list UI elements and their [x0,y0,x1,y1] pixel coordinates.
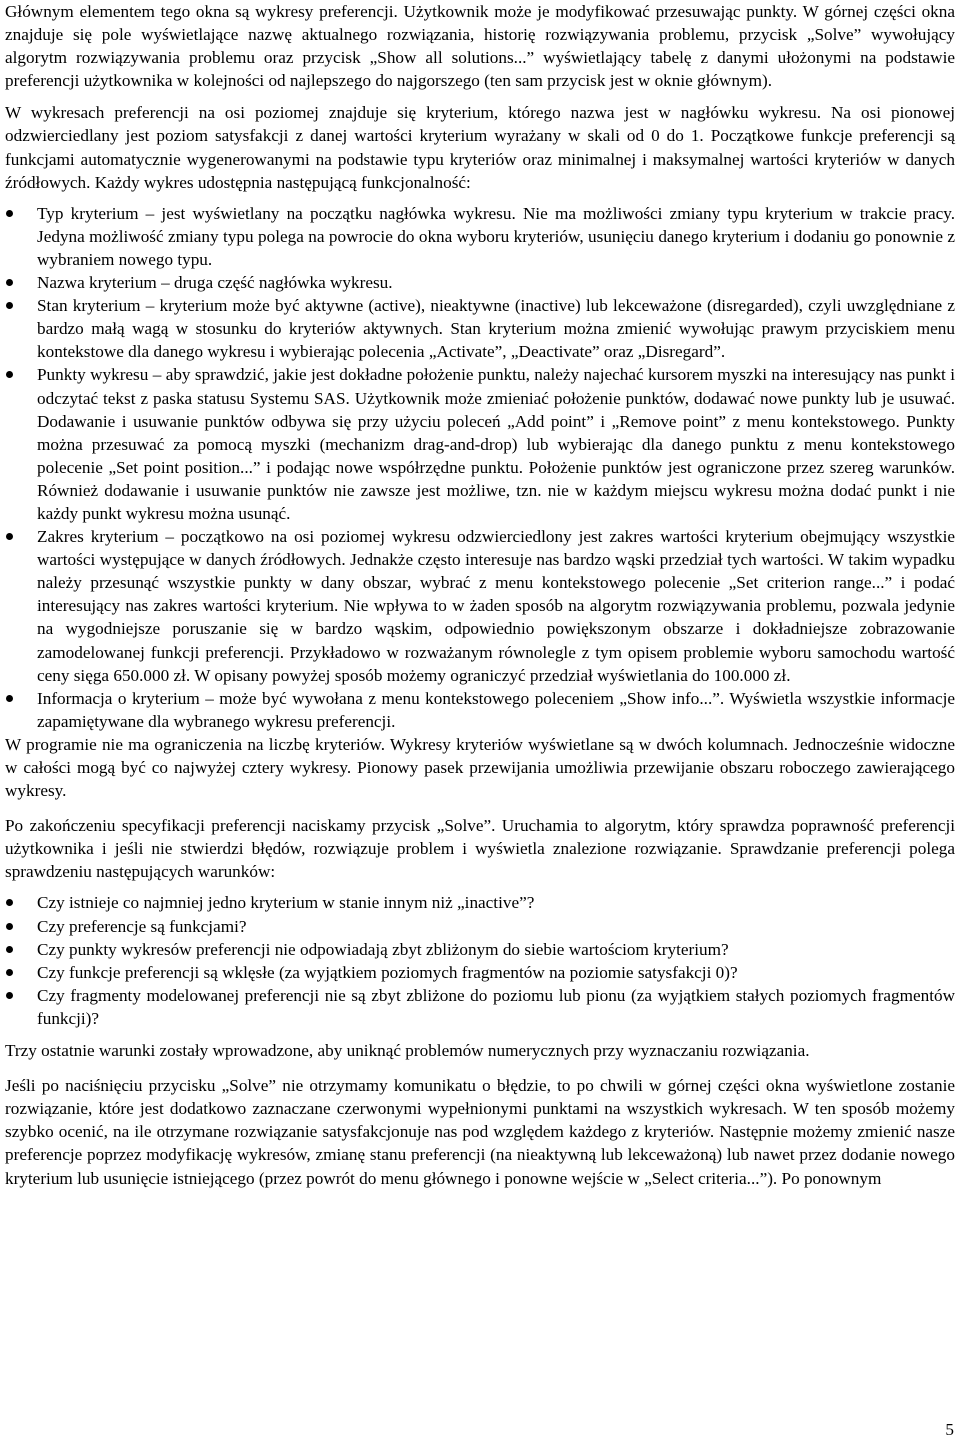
document-page [5,0,955,1190]
condition-item: Czy fragmenty modelowanej preferencji nie są zbyt zbliżone do poziomu lub pionu (za wyjątkiem stałych poziomych fragmentów funkcji)? [5,984,955,1030]
feature-item-criterion-name: Nazwa kryterium – druga część nagłówka wykresu. [5,271,955,294]
page-number: 5 [945,1420,954,1439]
condition-item: Czy punkty wykresów preferencji nie odpowiadają zbyt zbliżonym do siebie wartościom kryterium? [5,938,955,961]
feature-item-criterion-state: Stan kryterium – kryterium może być aktywne (active), nieaktywne (inactive) lub lekceważone (disregarded), czyli uwzględniane z bardzo małą wagą w stosunku do kryteriów aktywnych. Stan kryterium można zmienić wywołując prawym przyciskiem menu kontekstowe dla danego wykresu i wybierając polecenia „Activate”, „Deactivate” oraz „Disregard”. [5,294,955,363]
condition-item: Czy preferencje są funkcjami? [5,915,955,938]
condition-item: Czy istnieje co najmniej jedno kryterium w stanie innym niż „inactive”? [5,891,955,914]
feature-list [5,202,955,733]
condition-list [5,891,955,1030]
paragraph-solve: Po zakończeniu specyfikacji preferencji naciskamy przycisk „Solve”. Uruchamia to algorytm, który sprawdza poprawność preferencji użytkownika i jeśli nie stwierdzi błędów, rozwiązuje problem i wyświetla znalezione rozwiązanie. Sprawdzanie preferencji polega sprawdzeniu następujących warunków: [5,816,955,882]
paragraph-intro: Głównym elementem tego okna są wykresy preferencji. Użytkownik może je modyfikować przesuwając punkty. W górnej części okna znajduje się pole wyświetlające nazwę aktualnego rozwiązania, historię rozwiązywania problemu, przycisk „Solve” wywołujący algorytm rozwiązywania problemu oraz przycisk „Show all solutions...” wyświetlający tabelę z danymi ułożonymi na podstawie preferencji użytkownika w kolejności od najlepszego do najgorszego (ten sam przycisk jest w oknie głównym). [5,2,955,91]
feature-item-chart-points: Punkty wykresu – aby sprawdzić, jakie jest dokładne położenie punktu, należy najechać kursorem myszki na interesujący nas punkt i odczytać tekst z paska statusu Systemu SAS. Użytkownik może zmieniać położenie punktów, dodawać nowe punkty lub je usuwać. Dodawanie i usuwanie punktów odbywa się przy użyciu poleceń „Add point” i „Remove point” z menu kontekstowego. Punkty można przesuwać za pomocą myszki (mechanizm drag-and-drop) lub wybierając dla danego punktu z menu kontekstowego polecenie „Set point position...” i podając nowe współrzędne punktu. Położenie punktów jest ograniczone przez szereg warunków. Również dodawanie i usuwanie punktów nie zawsze jest możliwe, tzn. nie w każdym miejscu wykresu można dodać punkt i nie każdy punkt wykresu można usunąć. [5,363,955,525]
feature-item-criterion-range: Zakres kryterium – początkowo na osi poziomej wykresu odzwierciedlony jest zakres wartości kryterium obejmujący wszystkie wartości występujące w danych źródłowych. Jednakże często interesuje nas bardzo wąski przedział tych wartości. W takim wypadku należy przesunąć wszystkie punkty w dany obszar, wybrać z menu kontekstowego polecenie „Set criterion range...” i podać interesujący nas zakres wartości kryterium. Nie wpływa to w żaden sposób na algorytm rozwiązywania problemu, pozwala jedynie na wygodniejsze poruszanie się w bardzo wąskim, odpowiednio powiększonym obszarze i dokładniejsze zobrazowanie zamodelowanej funkcji preferencji. Przykładowo w rozważanym równolegle z tym opisem problemie wyboru samochodu wartość ceny sięga 650.000 zł. W opisany powyżej sposób możemy ograniczyć przedział wyświetlania do 100.000 zł. [5,525,955,687]
feature-item-criterion-type: Typ kryterium – jest wyświetlany na początku nagłówka wykresu. Nie ma możliwości zmiany typu kryterium w trakcie pracy. Jedyna możliwość zmiany typu polega na powrocie do okna wyboru kryteriów, usunięciu danego kryterium i dodaniu go ponownie z wybraniem nowego typu. [5,202,955,271]
condition-item: Czy funkcje preferencji są wklęsłe (za wyjątkiem poziomych fragmentów na poziomie satysfakcji 0)? [5,961,955,984]
feature-item-criterion-info: Informacja o kryterium – może być wywołana z menu kontekstowego poleceniem „Show info...”. Wyświetla wszystkie informacje zapamiętywane dla wybranego wykresu preferencji. [5,687,955,733]
paragraph-charts-axes: W wykresach preferencji na osi poziomej znajduje się kryterium, którego nazwa jest w nagłówku wykresu. Na osi pionowej odzwierciedlany jest poziom satysfakcji z danej wartości kryterium wyrażany w skali od 0 do 1. Początkowe funkcje preferencji są funkcjami automatycznie wygenerowanymi na podstawie typu kryteriów oraz minimalnej i maksymalnej wartości kryteriów w danych źródłowych. Każdy wykres udostępnia następującą funkcjonalność: [5,103,955,192]
paragraph-after-solve: Jeśli po naciśnięciu przycisku „Solve” nie otrzymamy komunikatu o błędzie, to po chwili w górnej części okna wyświetlone zostanie rozwiązanie, które jest dodatkowo zaznaczane czerwonymi wypełnionymi punktami na wszystkich wykresach. W ten sposób możemy szybko ocenić, na ile otrzymane rozwiązanie satysfakcjonuje nas pod względem każdego z kryteriów. Następnie możemy zmienić nasze preferencje poprzez modyfikację wykresów, zmianę stanu preferencji (na nieaktywną lub lekceważoną) lub nawet przez dodanie nowego kryterium lub usunięcie istniejącego (przez powrót do menu głównego i ponowne wejście w „Select criteria...”). Po ponownym [5,1076,955,1188]
paragraph-numeric-conditions: Trzy ostatnie warunki zostały wprowadzone, aby uniknąć problemów numerycznych przy wyznaczaniu rozwiązania. [5,1041,810,1061]
paragraph-criteria-count: W programie nie ma ograniczenia na liczbę kryteriów. Wykresy kryteriów wyświetlane są w dwóch kolumnach. Jednocześnie widoczne w całości mogą być co najwyżej cztery wykresy. Pionowy pasek przewijania umożliwia przewijanie obszaru roboczego zawierającego wykresy. [5,734,955,801]
